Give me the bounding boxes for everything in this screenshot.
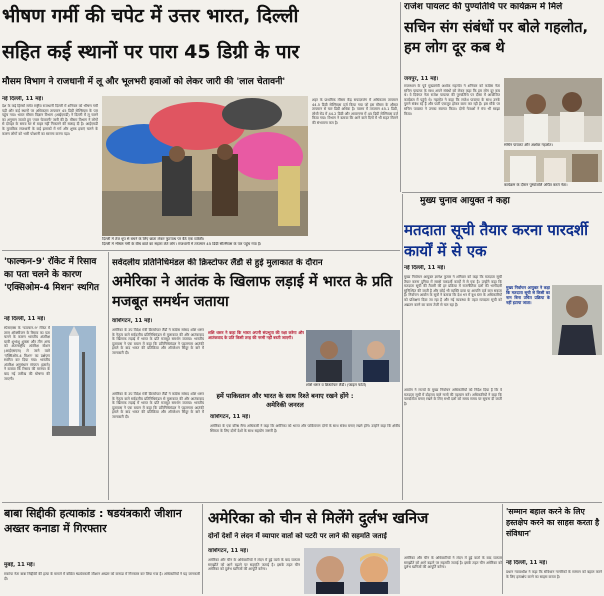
umbrella-scene-image bbox=[102, 96, 308, 236]
us-headline: अमेरिका ने आतंक के खिलाफ लड़ाई में भारत के प्रति मजबूत समर्थन जताया bbox=[112, 274, 393, 310]
us-photo-caption: शशि थरूर व क्रिस्टोफर लैंडौ। (फाइल फोटो) bbox=[306, 383, 367, 387]
constitution-dateline: नई दिल्ली, 11 मई। bbox=[506, 560, 548, 566]
divider-vertical-bottom-1 bbox=[202, 504, 203, 594]
china-body-2: अमेरिका और चीन के अधिकारियों ने लंदन में हुई वार्ता के बाद व्यापार समझौते को आगे बढ़ाने पर सहमति जताई है। इसके तहत चीन अमेरिका को दुर्लभ खनिजों की आपूर्ति करेगा। bbox=[404, 556, 502, 570]
falcon-dateline: नई दिल्ली, 11 मई। bbox=[4, 316, 46, 322]
divider-horizontal-top-right bbox=[402, 192, 602, 193]
tribute-photo bbox=[504, 150, 602, 182]
cec-body-2: आयोग ने राज्यों के मुख्य निर्वाचन अधिकारियों को निर्देश दिया है कि वे मतदाता सूची में दोहराव वाले नामों की पहचान करें। अधिकारियों ने कहा कि पारदर्शिता बनाए रखने के लिए सभी दलों को समय समय पर सूचना दी जाती है। bbox=[404, 388, 502, 406]
falcon-body: स्पेसएक्स के 'फाल्कन-9' रॉकेट में तरल ऑक्सीजन के रिसाव का पता चलने के कारण भारतीय अंतरिक्ष यात्री शुभांशु शुक्ला और तीन अन्य को अंतरराष्ट्रीय अंतरिक्ष स्टेशन (आईएसएस) ले जाने वाले 'एक्सिओम-4 मिशन' का प्रक्षेपण स्थगित कर दिया गया। भारतीय अंतरिक्ष अनुसंधान संगठन (इसरो) ने बताया कि रिसाव की मरम्मत के बाद नई तारीख की घोषणा की जाएगी। bbox=[4, 326, 50, 381]
gehlot-body: राजस्थान के पूर्व मुख्यमंत्री अशोक गहलोत ने शनिवार को कांग्रेस नेता सचिन पायलट के साथ अपने संबंधों को लेकर कहा कि हम लोग दूर कब थे। वे दिवंगत नेता राजेश पायलट की पुण्यतिथि पर दौसा में आयोजित कार्यक्रम में पहुंचे थे। गहलोत ने कहा कि राजेश पायलट के साथ उनके पुराने संबंध रहे हैं और पार्टी एकजुट होकर काम कर रही है। इस मौके पर सचिन पायलट ने उनका स्वागत किया। दोनों नेताओं ने मंच भी साझा किया। bbox=[404, 84, 500, 116]
china-body: अमेरिका और चीन के अधिकारियों ने लंदन में हुई वार्ता के बाद व्यापार समझौते को आगे बढ़ाने पर सहमति जताई है। इसके तहत चीन अमेरिका को दुर्लभ खनिजों की आपूर्ति करेगा। bbox=[208, 558, 300, 572]
cec-portrait bbox=[552, 285, 602, 355]
xi-trump-photo bbox=[304, 548, 400, 594]
gehlot-photo-2 bbox=[504, 150, 602, 182]
divider-vertical-right-column bbox=[402, 194, 403, 500]
lead-dateline: नई दिल्ली, 11 मई। bbox=[2, 96, 44, 102]
us-dateline-2: वाशिंगटन, 11 मई। bbox=[210, 414, 251, 420]
siddiqui-body: राकांपा नेता बाबा सिद्दीकी की हत्या के मामले में वांछित षडयंत्रकारी जीशान अख्तर को कनाडा में गिरफ्तार कर लिया गया है। अधिकारियों ने यह जानकारी दी। bbox=[4, 572, 200, 581]
cec-photo bbox=[552, 285, 602, 355]
us-body: अमेरिका के उप विदेश मंत्री क्रिस्टोफर लैंडौ ने कांग्रेस सांसद शशि थरूर के नेतृत्व वाले सर्वदलीय प्रतिनिधिमंडल से मुलाकात की और आतंकवाद के खिलाफ लड़ाई में भारत के प्रति मजबूत समर्थन जताया। भारतीय दूतावास ने एक बयान में कहा कि प्रतिनिधिमंडल ने पहलगाम आतंकी हमले के बाद भारत की प्रतिक्रिया और ऑपरेशन सिंदूर के बारे में जानकारी दी। bbox=[112, 328, 204, 355]
divider-vertical-falcon bbox=[108, 252, 109, 500]
us-quote: शशि थरूर ने कहा कि भारत अपनी संप्रभुता की रक्षा करेगा और आतंकवाद के प्रति किसी तरह की नरमी नहीं बरती जाएगी। bbox=[208, 330, 304, 340]
siddiqui-headline: बाबा सिद्दीकी हत्याकांड : षडयंत्रकारी जीशान अख्तर कनाडा में गिरफ्तार bbox=[4, 507, 182, 535]
divider-vertical-lead bbox=[400, 2, 401, 192]
lead-photo-caption-2: दिल्ली में भीषण गर्मी के बीच छाते का सहारा लेते लोग। राजधानी में तापमान 45 डिग्री सेल्सियस के पार पहुंच गया है। bbox=[102, 242, 262, 246]
lead-photo-umbrellas bbox=[102, 96, 308, 236]
divider-vertical-bottom-2 bbox=[502, 504, 503, 594]
gehlot-dateline: जयपुर, 11 मई। bbox=[404, 76, 439, 82]
falcon-headline: 'फाल्कन-9' रॉकेट में रिसाव का पता चलने के कारण 'एक्सिओम-4 मिशन' स्थगित bbox=[4, 257, 100, 293]
gehlot-photo-caption-2: कार्यक्रम के दौरान पुष्पांजलि अर्पित करते नेता। bbox=[504, 183, 568, 187]
siddiqui-dateline: मुंबई, 11 मई। bbox=[4, 562, 35, 568]
gehlot-kicker: राजेश पायलट की पुण्यतिथि पर कार्यक्रम में मिले bbox=[404, 2, 563, 12]
constitution-headline: 'सम्मान बहाल करने के लिए हस्तक्षेप करने का साहस करता है संविधान' bbox=[506, 507, 600, 538]
gehlot-photo-caption-1: सचिन पायलट और अशोक गहलोत। bbox=[504, 143, 553, 147]
divider-horizontal-mid-left bbox=[2, 250, 400, 251]
us-pullhead: हमें पाकिस्तान और भारत के साथ रिश्ते बनाए रखने होंगे : अमेरिकी जनरल bbox=[216, 392, 354, 409]
us-body-cont: अमेरिका के उप विदेश मंत्री क्रिस्टोफर लैंडौ ने कांग्रेस सांसद शशि थरूर के नेतृत्व वाले सर्वदलीय प्रतिनिधिमंडल से मुलाकात की और आतंकवाद के खिलाफ लड़ाई में भारत के प्रति मजबूत समर्थन जताया। भारतीय दूतावास ने एक बयान में कहा कि प्रतिनिधिमंडल ने पहलगाम आतंकी हमले के बाद भारत की प्रतिक्रिया और ऑपरेशन सिंदूर के बारे में जानकारी दी। bbox=[112, 392, 204, 419]
tharoor-landau-photo bbox=[306, 330, 400, 382]
cec-sidebar: मुख्य निर्वाचन आयुक्त ने कहा कि मतदाता सूची से किसी का नाम बिना उचित प्रक्रिया के नहीं हटाया जाता। bbox=[506, 285, 550, 305]
gehlot-photo-1 bbox=[504, 78, 602, 142]
china-dateline: वाशिंगटन, 11 मई। bbox=[208, 548, 249, 554]
us-kicker: सर्वदलीय प्रतिनिधिमंडल की क्रिस्टोफर लैंडौ से हुई मुलाकात के दौरान bbox=[112, 258, 323, 268]
cec-headline: मतदाता सूची तैयार करना पारदर्शी कार्यों में से एक bbox=[404, 221, 588, 260]
falcon-rocket-photo bbox=[52, 326, 96, 436]
lead-headline-line-1: भीषण गर्मी की चपेट में उत्तर भारत, दिल्ली bbox=[2, 5, 299, 27]
lead-photo-caption: दिल्ली में तेज धूप से बचने के लिए छाता लेकर फुटपाथ पर बैठे एक व्यक्ति। bbox=[102, 237, 205, 241]
rocket-image bbox=[52, 326, 96, 436]
cec-dateline: नई दिल्ली, 11 मई। bbox=[404, 265, 446, 271]
cec-body: मुख्य निर्वाचन आयुक्त ज्ञानेश कुमार ने शनिवार को कहा कि मतदाता सूची तैयार करना दुनिया में सबसे पारदर्शी कार्यों में से एक है। उन्होंने कहा कि मतदाता सूची की तैयारी की हर प्रक्रिया में राजनीतिक दलों की भागीदारी सुनिश्चित की जाती है और कोई भी व्यक्ति दावा या आपत्ति दर्ज करा सकता है। निर्वाचन आयोग के सूत्रों ने बताया कि देश भर में बूथ स्तर के अधिकारियों को प्रशिक्षण दिया जा रहा है और नई व्यवस्था के तहत मतदाता सूची को अद्यतन करने का काम तेजी से चल रहा है। bbox=[404, 275, 502, 307]
lead-subhead: मौसम विभाग ने राजधानी में लू और भूलभरी हवाओं को लेकर जारी की 'लाल चेतावनी' bbox=[2, 77, 286, 87]
lead-body-left: देश के कई हिस्सों समेत राष्ट्रीय राजधानी दिल्ली में शनिवार को भीषण गर्मी पड़ी और कई स्थानों पर अधिकतम तापमान 45 डिग्री सेल्सियस के पार पहुंच गया। भारत मौसम विज्ञान विभाग (आईएमडी) ने दिल्ली में लू चलने का अनुमान जताते हुए 'लाल चेतावनी' जारी की है। मौसम विभाग ने लोगों से दोपहर के समय घर से बाहर नहीं निकलने की सलाह दी है। आईएमडी के मुताबिक राजधानी के कई इलाकों में गर्म और शुष्क हवाएं चलने के कारण लोगों को भारी परेशानी का सामना करना पड़ा। bbox=[2, 104, 98, 136]
divider-horizontal-bottom bbox=[2, 502, 602, 503]
lead-headline-line-2: सहित कई स्थानों पर पारा 45 डिग्री के पार bbox=[2, 41, 300, 63]
us-photo bbox=[306, 330, 400, 382]
gehlot-headline: सचिन संग संबंधों पर बोले गहलोत, हम लोग दूर कब थे bbox=[404, 20, 589, 56]
constitution-body: प्रधान न्यायाधीश ने कहा कि संविधान नागरिकों के सम्मान को बहाल करने के लिए हस्तक्षेप करने का साहस करता है। bbox=[506, 570, 602, 579]
lead-body-right: शहर के प्राथमिक मौसम केंद्र सफदरजंग में अधिकतम तापमान 44.5 डिग्री सेल्सियस दर्ज किया गया जो इस मौसम के औसत तापमान से चार डिग्री अधिक है। पालम में तापमान 45.1 डिग्री, लोधी रोड में 44.2 डिग्री और आयानगर में 45 डिग्री सेल्सियस दर्ज किया गया। विभाग ने बताया कि आने वाले दिनों में भी राहत मिलने की संभावना कम है। bbox=[312, 98, 398, 125]
us-dateline: वाशिंगटन, 11 मई। bbox=[112, 318, 153, 324]
us-body-2: अमेरिका के एक वरिष्ठ सैन्य अधिकारी ने कहा कि अमेरिका को भारत और पाकिस्तान दोनों के साथ संबंध बनाए रखने होंगे। उन्होंने कहा कि क्षेत्रीय स्थिरता के लिए दोनों देशों के साथ सहयोग जरूरी है। bbox=[210, 424, 400, 433]
leaders-photo bbox=[304, 548, 400, 594]
china-subhead: दोनों देशों ने लंदन में व्यापार वार्ता को पटरी पर लाने की सहमति जताई bbox=[208, 532, 387, 540]
pilot-gehlot-photo bbox=[504, 78, 602, 142]
china-headline: अमेरिका को चीन से मिलेंगे दुर्लभ खनिज bbox=[208, 509, 429, 527]
cec-kicker: मुख्य चुनाव आयुक्त ने कहा bbox=[420, 196, 510, 206]
